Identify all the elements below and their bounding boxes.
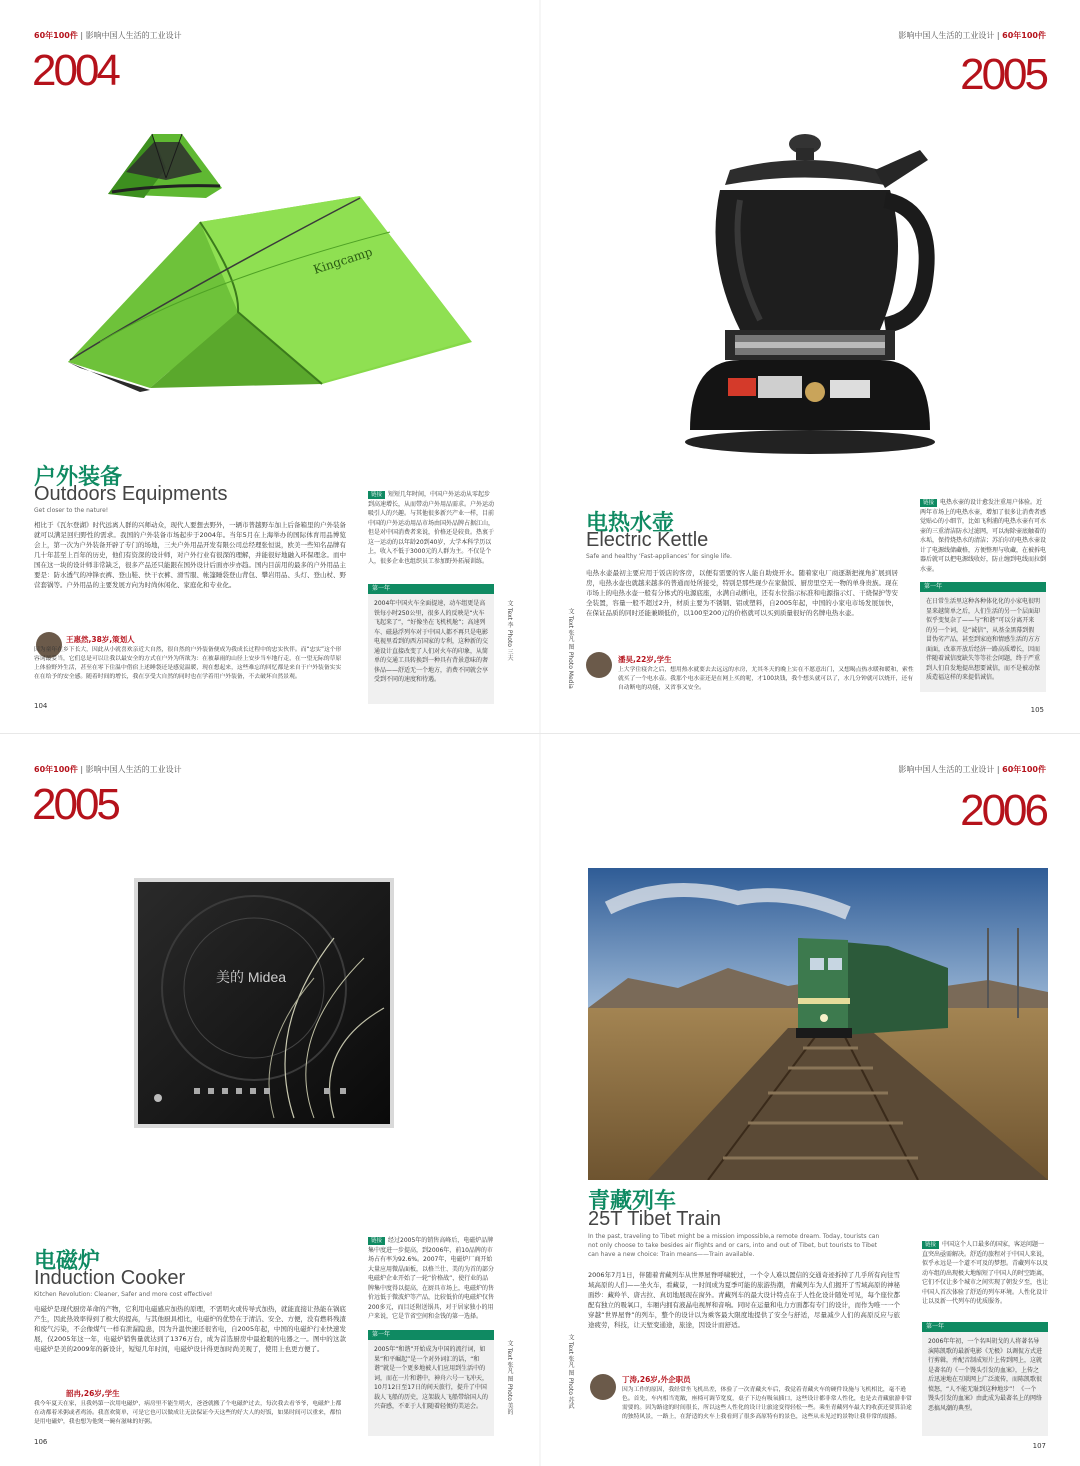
link-body: 经过2005年的销售高峰后，电磁炉品牌集中度进一步提高，到2006年，前10品牌的市场占有率为92.6%。2007年，电磁炉厂商开始大量应用微晶面板，以格兰仕、美的为首的部分电磁炉企业开始了一轮“价格战”，使行业的品牌集中度得以提高，在厨具市场上，电磁炉的售价远低于微波炉等产品，比较低价的电磁炉仅售200多元，而目还附送锅具，对于居家独小的用户来说，它是节省空间和金钱的第一选择。 (368, 1237, 494, 1320)
person-quote: 上大学住寝舍之后，想用热水就要去去远远的水房，尤其冬天的晚上实在不愿意出门，又想喝点热水暖和暖和，索性就买了一个电水壶。我那个电水壶还是在网上买的呢，才100块钱，我个想头就可以了，水几分钟就可以烧开，还有自动断电的功能，又省事又安全。 (618, 667, 914, 691)
side-link-text (368, 490, 494, 588)
page-number: 104 (34, 702, 48, 710)
page-number: 107 (1032, 1442, 1046, 1450)
article-title-cn: 电热水壶 (586, 511, 675, 536)
link-tag: 链接 (368, 491, 385, 499)
article-body: 相比于《瓦尔登湖》时代远离人群的兴师动众，现代人要想去野外，一辆市普越野车加上后备箱里的户外装备就可以满足回归野性的需求。我国的户外装备市场起步于2004年。当年5月在上海举办的国际体育用品博览会上，第一次为户外装备开辟了专门的场地，三夫户外用品开发有限公司总经理张恒说，欧美一些知名品牌有几十年甚至上百年的历史，他们有资深的设计师，对户外行业有很深的理解，并能很好地融入环保理念。而中国在这一块的设计师非常缺乏，很多产品还只能跟在国外设计后面亦步亦趋。国内目前用的最多的户外用品主要是：防水透气的冲锋衣裤、登山鞋、快干衣裤、滑雪服、帐篷睡袋登山背包、攀岩用品、头灯、登山杖、野营套锅等。户外用品的主要发展方向为时尚休闲化、家庭化和专业化。 (34, 521, 346, 589)
side-box-label: 第一年 (922, 1322, 1048, 1332)
header-series: 60年100件 (34, 31, 78, 40)
article-body: 电热水壶最初主要应用于饭店的客房，以便有需要的客人能自助烧开水。随着家电厂商逐渐把视角扩展到居房，电热水壶也就越来越多的普通而处所接受，特别是那些现少在家做饭、厨房里空无一物的单身贵族。现在市场上的电热水壶一般有分体式的电源底座，水满自动断电，还有水位指示标准和电源指示灯、干烧保护等安全装置，容量一般不超过2升，材质主要为不锈钢、铝或塑料，自2005年起，中国的小家电市场发展加快，在保证品质的同时还能兼顾低价，以100至200元的价格就可以买到质量很好的名牌电热水壶。 (586, 569, 898, 617)
side-box: 2005年“和谐”开始成为中国的流行词，如果“和平崛起”是一个对外词汇的话，“和谐”就是一个更多地被人们应用到生活中的词，而在一片和谐中，神舟六号一飞冲天，10月12日至17日的间天旅行，提升了中国载人飞船的历史，这架载人飞船带给国人的兴奋感，不亚于人们随着轻便的美运会。 (368, 1340, 494, 1436)
tibet-train-image (588, 868, 1048, 1180)
link-tag: 链接 (922, 1241, 939, 1249)
page-number: 105 (1030, 706, 1044, 714)
link-tag: 链接 (368, 1237, 385, 1245)
header-title: 影响中国人生活的工业设计 (85, 31, 182, 40)
year-heading: 2004 (32, 46, 118, 95)
small-tent-image (104, 128, 226, 200)
year-heading: 2006 (960, 786, 1046, 835)
person-name: 潘昊,22岁,学生 (618, 655, 672, 664)
article-subtitle: In the past, traveling to Tibet might be a mission impossible,a remote dream. Today, tourists can not only choose to take besides air flights and or cars, into and out of Tibet, but tourists to Tibet can have a new choice: Train means——Train available. (588, 1233, 880, 1258)
side-box-label: 第一年 (368, 584, 494, 594)
spread-bottom (0, 733, 1080, 1466)
induction-cooker-image (134, 878, 394, 1128)
article-title-cn: 电磁炉 (34, 1249, 101, 1274)
svg-text:Kingcamp: Kingcamp (311, 244, 375, 277)
article-body: 电磁炉是现代厨房革命的产物，它利用电磁感应加热的原理，不需明火或传导式加热，就能直接让热能在锅底产生，因此热效率得到了极大的提高，与其他厨具相比，电磁炉的优势在于清洁、安全、方便，没有燃料残渣和废气污染，不会像煤气一样有泄漏隐患，因为升温快速还很省电，自2005年起，中国的电磁炉行业快速发展，仅2005年这一年，电磁炉销售量就达到了1376万台，成为首选厨房中最抢眼的电器之一。图中的这款电磁炉是美的2009年的新设计，短短几年时间，电磁炉设计得更加时尚美观了，使用上也更方便了。 (34, 1305, 346, 1353)
spread-gutter (539, 734, 541, 1466)
side-link-text (920, 498, 1046, 586)
side-box-label: 第一年 (368, 1330, 494, 1340)
side-box-label: 第一年 (920, 582, 1046, 592)
page-header-105: 影响中国人生活的工业设计 | 60年100件 (898, 31, 1046, 40)
spread-gutter (539, 0, 541, 733)
article-title-en: Electric Kettle (586, 529, 709, 551)
page-header-104: 60年100件 | 影响中国人生活的工业设计 (34, 31, 182, 40)
header-title: 影响中国人生活的工业设计 (85, 765, 182, 774)
link-body: 短短几年时间，中国户外运动从零起步到高速增长，从而带动户外用品需求。户外运动吸引人的兴趣。与其他很多新兴产业一样，目前中国的户外运动用品市场由国外品牌占据江山，但是对中国消费者来说，价格还是较贵。热衷于这一运动的以年龄20到40岁，大学本科学历以上，收入不低于3000元的人群为主。不仅是个人，很多企业也组织员工参加野外拓展训练。 (368, 491, 494, 565)
header-series: 60年100件 (1002, 765, 1046, 774)
side-box: 在日常生活里这种各种体化化的小家电很明显来越简单之后，人们生活的另一个层面却似乎变复杂了——与“和谐”可以分离开来的另一个词，是“诚信”，从基金黑幕到假冒伪劣产品，甚至到家庭和情感生活的方方面面，改革开放后经济一路高质增长，因而伴随着诚信度缺失等等社会问题，终于严重到人们自发地提出想要诚信，而不是被动保质造福这样的来提倡诚信。 (920, 592, 1046, 692)
person-quote: 因为工作的原因，我经常坐飞机出差，体验了一次青藏火车后，我觉着青藏火车的硬件设施与飞机相比，毫不逊色。首先，车内相当宽敞，座椅可调节宽度，桌子下边有吸氧插口，这些设计都非常人性化，也是去青藏旅游非常需要的。因为路途的时间很长，所以这些人性化的设计让旅途变得轻松一些。乘坐青藏列车最大的收获还要算沿途的独特风景，一路上，在舒适的火车上我看到了很多高原特有的景色，这些从未见过的景物让我非常的震撼。 (622, 1387, 912, 1420)
page-header-107: 影响中国人生活的工业设计 | 60年100件 (898, 765, 1046, 774)
article-subtitle: Safe and healthy ‘Fast-appliances’ for single life. (586, 553, 732, 560)
page-header-106: 60年100件 | 影响中国人生活的工业设计 (34, 765, 182, 774)
person-name: 王惠然,38岁,策划人 (66, 635, 135, 644)
year-heading: 2005 (32, 780, 118, 829)
side-box: 2006年年初，一个名叫胡戈的人将著名导演陈凯歌的最新电影《无极》以调侃方式进行剪辑，并配音制成短片上传到网上，这就是著名的《一个馒头引发的血案》，上传之后迅速地在互联网上广泛流传，而陈凯歌很愤怒，“人不能无耻到这种地步”！《一个馒头引发的血案》由此成为最著名上的网络恶搞风潮的典型。 (922, 1332, 1048, 1436)
large-tent-image (60, 192, 480, 402)
article-subtitle: Kitchen Revolution: Cleaner, Safer and more cost effective! (34, 1291, 213, 1298)
photo-credit: 文 Text 李 Photo 三夫 (506, 600, 513, 661)
year-heading: 2005 (960, 50, 1046, 99)
article-body: 2006年7月1日，伴随着青藏列车从世界屋脊呼啸驶过，一个令人难以置信的交通奇迹拆掉了几乎所有向往雪域高原的人们——坐火车，看藏景，一时间成为夏季可能的旅游热潮，青藏列车为人们揭开了雪域高原的神秘面纱：藏羚羊、唐古拉、真切地展现在窗外。青藏列车的最大设计特点在于人性化设计随处可见，每个座位都配有独立的吸氧口，车厢内拥有液晶电视屏和音响。同时在运量和电力方面都有专门的设计，而作为唯一一个穿越“世界屋脊”的列车，整个的设计以为乘客最大限度地提供了安全与舒适，尽量减少人们的高原反应与旅途疲劳，科技，让天堑变通途，旅途，因设计而舒适。 (588, 1271, 900, 1329)
page-number: 106 (34, 1438, 48, 1446)
cooker-brand-logo: 美的 Midea (216, 969, 287, 985)
person-avatar (586, 652, 612, 678)
header-series: 60年100件 (1002, 31, 1046, 40)
header-series: 60年100件 (34, 765, 78, 774)
article-title-en: Induction Cooker (34, 1267, 186, 1289)
article-title-cn: 青藏列车 (588, 1189, 677, 1214)
article-title-en: 25T Tibet Train (588, 1208, 722, 1230)
photo-credit: 文 Text 张凡 图 Photo 美的 (506, 1340, 513, 1415)
photo-credit: 文 Text 张凡 图 Photo 苏武 (567, 1334, 574, 1409)
person-quote: 因为童年在乡下长大，因此从小就喜欢亲近大自然，很自然的户外装备便成为我成长过程中的忠实伙伴。而“忠实”这个形容词最妥当，它们总是可以让我以最安全的方式在户外为所欲为：在被暴雨的山径上安步当车地行走，在一望无际的草原上体验野外生活，甚至在零下住温中借宿上述睡袋还是感觉温暖，现在想起来，这些难忘的回忆都是来自于户外装备实实在在给予的安全感。随着时间的增长，我在享受大自然的同时也在学着用户外装备，不去破坏自然景观。 (34, 647, 342, 680)
person-avatar (590, 1374, 616, 1400)
side-box: 2004年中国火车全面提速，动车组更是高铁每小时250公里，很多人的反映是“火车飞起来了”，“好像坐在飞机机舱”；高速列车、磁悬浮列车对于中国人都不再只是电影电视里看到的西方国家的专利，这种新的交通设计直接改变了人们对火车的印象，从简单的交通工具转换到一种具有背景意味的奢侈品——舒适无一个地方，消费不同就会享受到不同的速度和待遇。 (368, 594, 494, 704)
link-tag: 链接 (920, 499, 937, 507)
person-name: 丁涛,26岁,外企职员 (622, 1375, 691, 1384)
article-title-cn: 户外装备 (34, 465, 123, 490)
header-title: 影响中国人生活的工业设计 (898, 765, 995, 774)
link-body: 电热水壶的设计愈发注重用户体验。近两年市场上的电热水壶，增加了很多让消费者感觉贴心的小细节，比如飞利浦的电热水壶有可水壶的三重清洁防水过滤网，可以海除壶底触着的水垢，保持烧热水的清洁；苏泊尔的电热水壶设计了电源线储藏格，方便整理与收藏，在被拆电器后就可以把电源线收好，防止缠到电线而拉倒水壶。 (920, 499, 1046, 573)
side-link-text (368, 1236, 494, 1322)
person-name: 韶冉,26岁,学生 (66, 1389, 120, 1398)
photo-credit: 文 Text 张凡 图 Photo Media (567, 608, 574, 689)
kettle-image (680, 130, 950, 460)
article-subtitle: Get closer to the nature! (34, 507, 109, 514)
person-quote: 我今年夏天在家，且我妈第一次用电磁炉，病房里不能生明火，爸爸就搬了个电磁炉过去，每次我去看爷爷，电磁炉上都在动都着米粥或者鸡汤。我喜欢简单，可是它也可以做成让无法保证今天这些的好大人的好饭，如果时间可以重来，都怕是用电磁炉，我也想为他煲一碗有滋味的好粥。 (34, 1401, 342, 1425)
side-link-text (922, 1240, 1048, 1324)
header-title: 影响中国人生活的工业设计 (898, 31, 995, 40)
article-title-en: Outdoors Equipments (34, 483, 228, 505)
link-body: 中国这个人口最多的国家，客运问题一直突出亟需解决。舒适的旅程对于中国人来说，似乎永远是一个道不可及的梦想。青藏列车以及动车组的出现极大地缩短了中国人的时空距离，它们不仅让多个城市之间实现了朝发夕至，也让中国人首次体验了舒适的列车环境。人性化设计让以及新一代列车的优质服务。 (922, 1241, 1048, 1305)
